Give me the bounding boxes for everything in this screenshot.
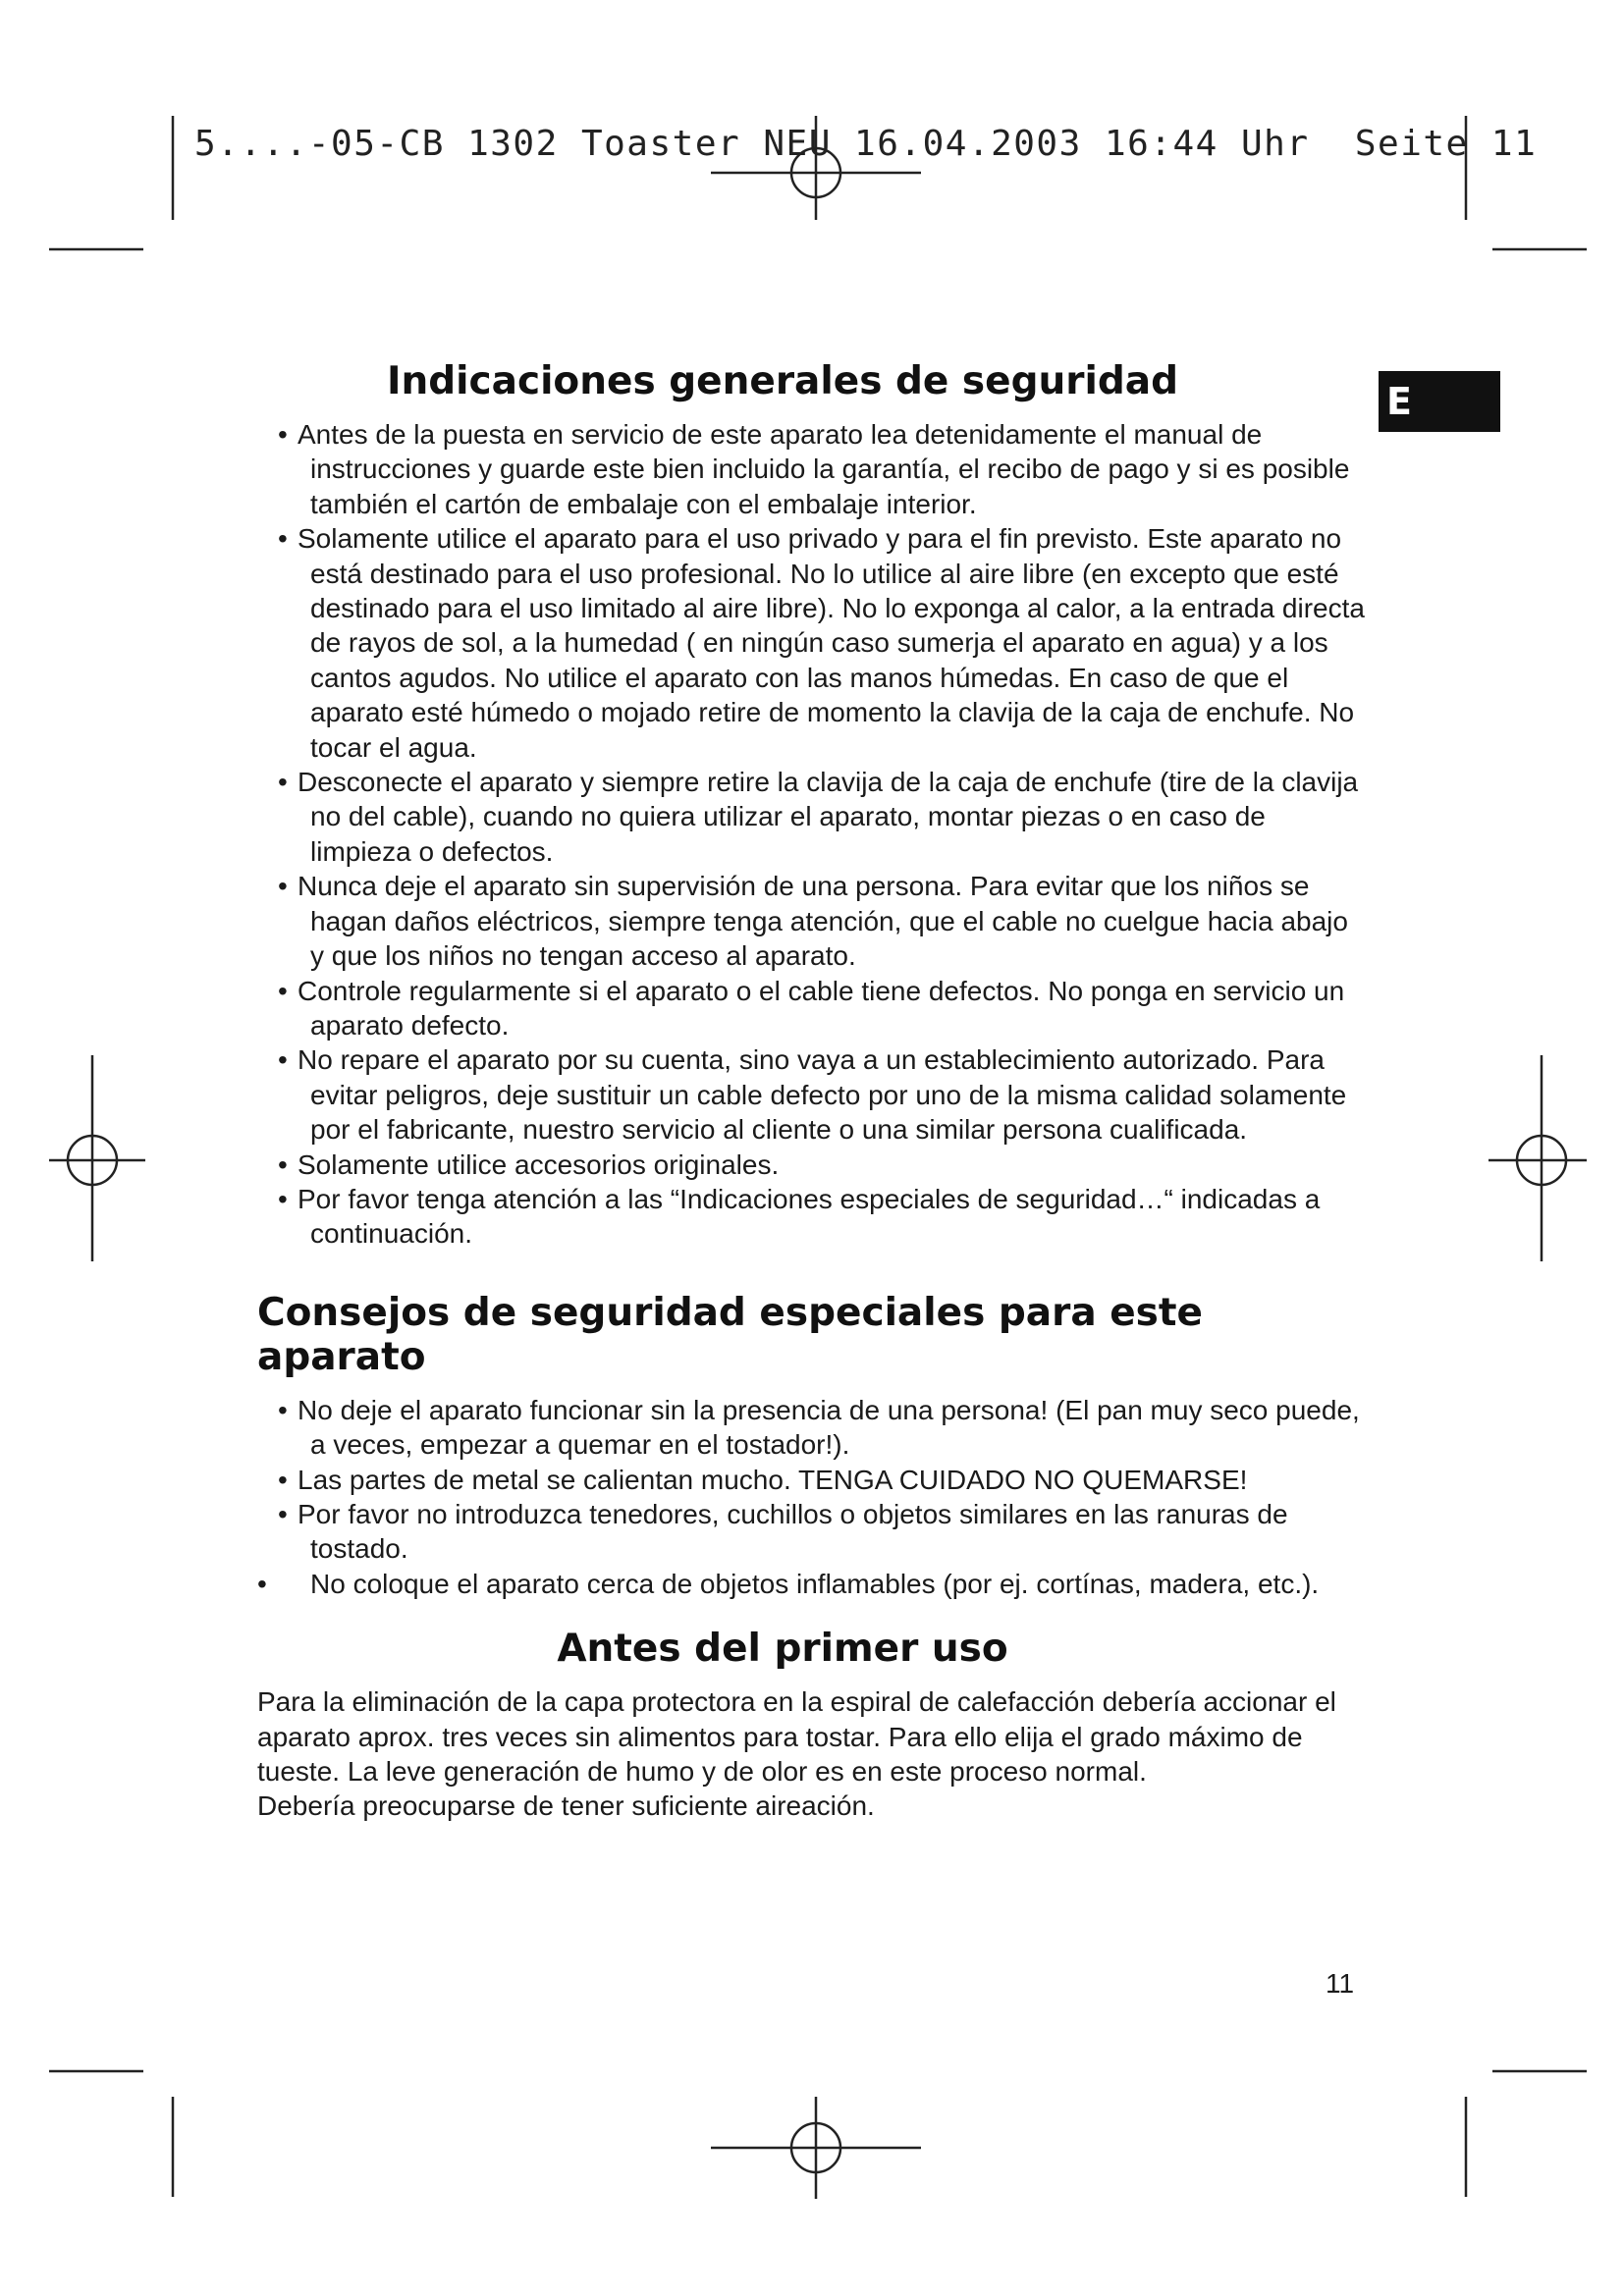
special-safety-list: [257, 1393, 1367, 1601]
list-item: • No coloque el aparato cerca de objetos inflamables (por ej. cortínas, madera, etc.).: [257, 1568, 1320, 1599]
section-title-special-safety: Consejos de seguridad especiales para este aparato: [257, 1290, 1203, 1379]
language-tab: E: [1379, 371, 1500, 432]
list-item: • Nunca deje el aparato sin supervisión de una persona. Para evitar que los niños se hagan daños eléctricos, siempre tenga atención, que el cable no cuelgue hacia abajo y que los niños no tengan acceso al aparato.: [278, 871, 1348, 972]
print-slug-header: 5....-05-CB 1302 Toaster NEU 16.04.2003 16:44 Uhr Seite 11: [194, 124, 1538, 164]
list-item: • No deje el aparato funcionar sin la presencia de una persona! (El pan muy seco puede, a veces, empezar a quemar en el tostador!).: [278, 1394, 1360, 1461]
list-item: • Antes de la puesta en servicio de este aparato lea detenidamente el manual de instrucciones y guarde este bien incluido la garantía, el recibo de pago y si es posible también el cartón de embalaje con el embalaje interior.: [278, 419, 1350, 519]
first-use-paragraph: Para la eliminación de la capa protectora en la espiral de calefacción debería accionar el aparato aprox. tres veces sin alimentos para tostar. Para ello elija el grado máximo de tueste. La leve generación de humo y de olor es en este proceso normal.: [257, 1686, 1336, 1787]
general-safety-list: [257, 417, 1367, 1252]
section-title-general-safety: Indicaciones generales de seguridad: [386, 359, 1179, 403]
first-use-paragraph: Debería preocuparse de tener suficiente aireación.: [257, 1790, 875, 1822]
list-item: • Por favor no introduzca tenedores, cuchillos o objetos similares en las ranuras de tostado.: [278, 1498, 1288, 1565]
page-number: 11: [1326, 1968, 1355, 1999]
list-item: • Solamente utilice el aparato para el uso privado y para el fin previsto. Este aparato no está destinado para el uso profesional. No lo utilice al aire libre (en excepto que esté destinado para el uso limitado al aire libre). No lo exponga al calor, a la entrada directa de rayos de sol, a la humedad ( en ningún caso sumerja el aparato en agua) y a los cantos agudos. No utilice el aparato con las manos húmedas. En caso de que el aparato esté húmedo o mojado retire de momento la clavija de la caja de enchufe. No tocar el agua.: [278, 523, 1365, 763]
page-content: [257, 359, 1367, 1824]
list-item: • Por favor tenga atención a las “Indicaciones especiales de seguridad…“ indicadas a continuación.: [278, 1183, 1321, 1250]
section-title-first-use: Antes del primer uso: [557, 1627, 1008, 1672]
list-item: • Solamente utilice accesorios originales.: [278, 1148, 780, 1180]
list-item: • Las partes de metal se calientan mucho. TENGA CUIDADO NO QUEMARSE!: [278, 1464, 1248, 1495]
list-item: • No repare el aparato por su cuenta, sino vaya a un establecimiento autorizado. Para evitar peligros, deje sustituir un cable defecto por uno de la misma calidad solamente por el fabricante, nuestro servicio al cliente o una similar persona cualificada.: [278, 1044, 1347, 1146]
list-item: • Desconecte el aparato y siempre retire la clavija de la caja de enchufe (tire de la clavija no del cable), cuando no quiera utilizar el aparato, montar piezas o en caso de limpieza o defectos.: [278, 767, 1359, 867]
list-item: • Controle regularmente si el aparato o el cable tiene defectos. No ponga en servicio un aparato defecto.: [278, 975, 1345, 1041]
